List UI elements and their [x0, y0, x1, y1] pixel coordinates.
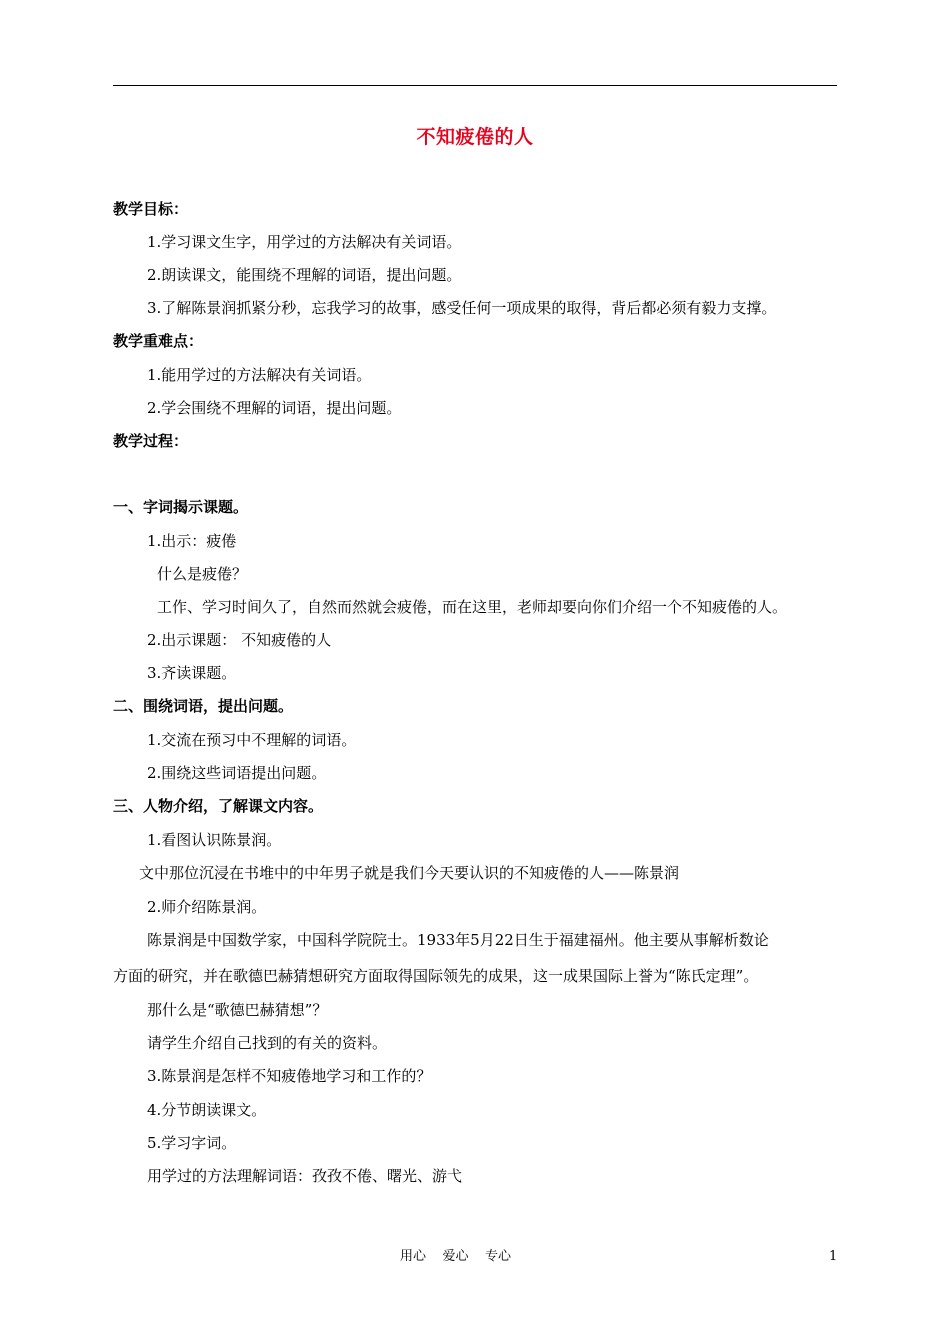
- objective-item: 2.朗读课文，能围绕不理解的词语，提出问题。: [147, 266, 462, 284]
- key-points-heading: 教学重难点：: [113, 332, 204, 350]
- section-line: 2.师介绍陈景润。: [147, 898, 267, 916]
- section-line: 文中那位沉浸在书堆中的中年男子就是我们今天要认识的不知疲倦的人——陈景润: [139, 864, 680, 882]
- section-line: 3.齐读课题。: [147, 664, 237, 682]
- section-line: 方面的研究，并在歌德巴赫猜想研究方面取得国际领先的成果，这一成果国际上誉为“陈氏定理”。: [113, 967, 759, 985]
- section-line: 那什么是“歌德巴赫猜想”？: [147, 1001, 328, 1019]
- section-heading: 一、字词揭示课题。: [113, 498, 249, 516]
- section-heading: 三、人物介绍，了解课文内容。: [113, 797, 324, 815]
- section-line: 陈景润是中国数学家，中国科学院院士。1933年5月22日生于福建福州。他主要从事解析数论: [147, 931, 769, 949]
- section-line: 2.出示课题： 不知疲倦的人: [147, 631, 332, 649]
- section-line: 什么是疲倦？: [157, 565, 248, 583]
- page-number: 1: [829, 1249, 838, 1264]
- key-point-item: 2.学会围绕不理解的词语，提出问题。: [147, 399, 402, 417]
- key-point-item: 1.能用学过的方法解决有关词语。: [147, 366, 372, 384]
- section-line: 4.分节朗读课文。: [147, 1101, 267, 1119]
- section-heading: 二、围绕词语，提出问题。: [113, 697, 294, 715]
- objective-item: 3.了解陈景润抓紧分秒，忘我学习的故事，感受任何一项成果的取得，背后都必须有毅力支撑。: [147, 299, 777, 317]
- footer-motto: 用心 爱心 专心: [400, 1249, 512, 1264]
- section-line: 请学生介绍自己找到的有关的资料。: [147, 1034, 388, 1052]
- process-heading: 教学过程：: [113, 432, 189, 450]
- section-line: 2.围绕这些词语提出问题。: [147, 764, 327, 782]
- section-line: 1.出示：疲倦: [147, 532, 237, 550]
- objectives-heading: 教学目标：: [113, 200, 189, 218]
- section-line: 5.学习字词。: [147, 1134, 237, 1152]
- objective-item: 1.学习课文生字，用学过的方法解决有关词语。: [147, 233, 462, 251]
- section-line: 用学过的方法理解词语：孜孜不倦、曙光、游弋: [147, 1167, 463, 1185]
- section-line: 1.看图认识陈景润。: [147, 831, 282, 849]
- header-rule: [113, 85, 837, 86]
- section-line: 3.陈景润是怎样不知疲倦地学习和工作的？: [147, 1067, 432, 1085]
- section-line: 工作、学习时间久了，自然而然就会疲倦，而在这里，老师却要向你们介绍一个不知疲倦的人。: [157, 598, 788, 616]
- section-line: 1.交流在预习中不理解的词语。: [147, 731, 357, 749]
- document-title: 不知疲倦的人: [416, 126, 534, 148]
